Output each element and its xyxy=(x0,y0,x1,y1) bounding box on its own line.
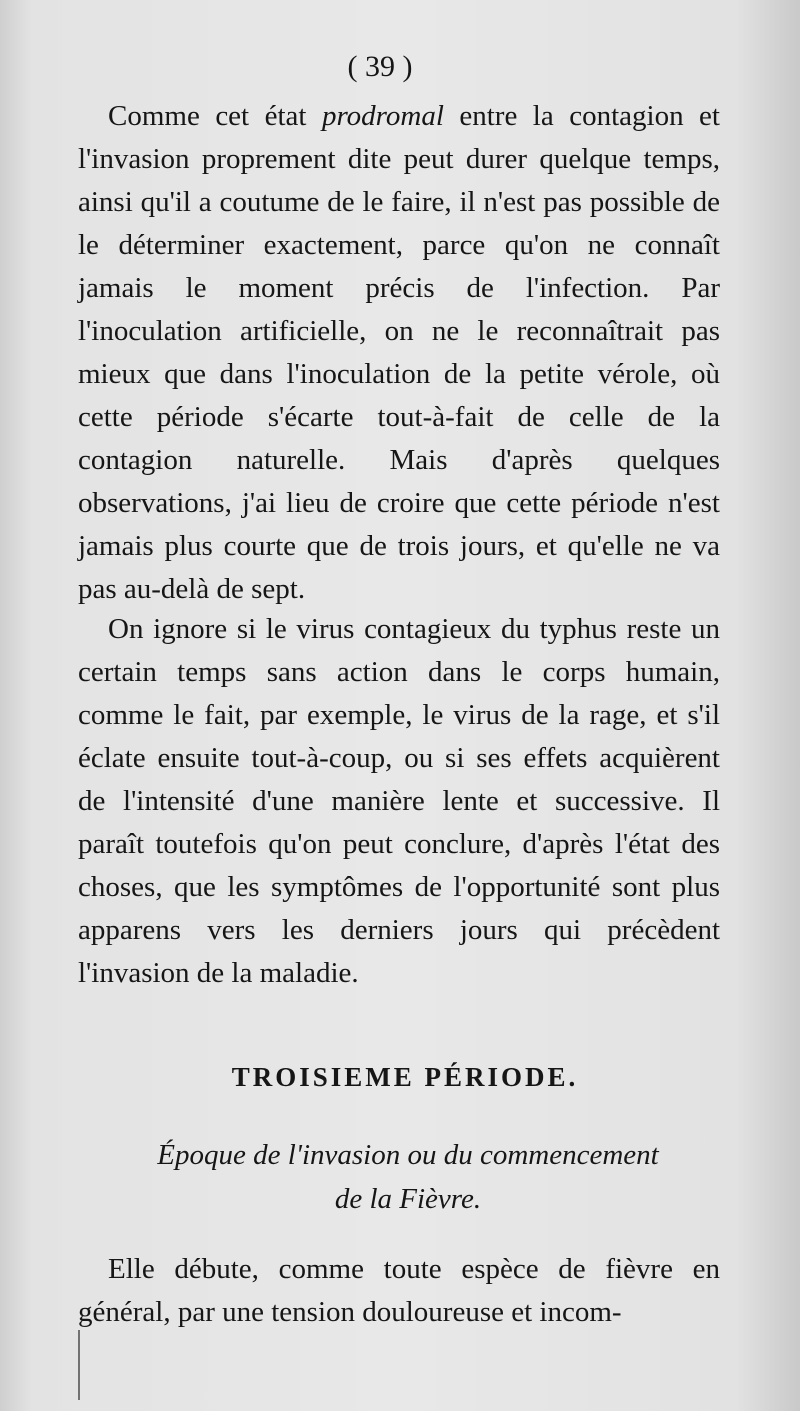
section-subtitle-line-1: Époque de l'invasion ou du commencement xyxy=(157,1139,659,1171)
paragraph-2 xyxy=(78,608,720,995)
paragraph-2-text: On ignore si le virus contagieux du typhus reste un certain temps sans action dans le corps humain, comme le fait, par exemple, le virus de la rage, et s'il éclate ensuite tout-à-coup, ou si ses effets acquièrent de l'intensité d'une manière lente et successive. Il paraît toutefois qu'on peut conclure, d'après l'état des choses, que les symptômes de l'opportunité sont plus apparens vers les derniers jours qui précèdent l'invasion de la maladie. xyxy=(78,613,720,989)
emphasized-term: prodromal xyxy=(321,100,444,132)
page-number: ( 39 ) xyxy=(347,50,413,83)
page-edge-mark xyxy=(78,1330,80,1400)
paragraph-1 xyxy=(78,95,720,611)
section-subtitle-line-2: de la Fièvre. xyxy=(334,1183,482,1215)
paragraph-1-rest: entre la contagion et l'invasion proprement dite peut durer quelque temps, ainsi qu'il a coutume de le faire, il n'est pas possible de le déterminer exactement, parce qu'on ne connaît jamais le moment précis de l'infection. Par l'inoculation artificielle, on ne le reconnaîtrait pas mieux que dans l'inoculation de la petite vérole, où cette période s'écarte tout-à-fait de celle de la contagion naturelle. Mais d'après quelques observations, j'ai lieu de croire que cette période n'est jamais plus courte que de trois jours, et qu'elle ne va pas au-delà de sept. xyxy=(78,100,720,605)
paragraph-3-text: Elle débute, comme toute espèce de fièvre en général, par une tension douloureuse et incom- xyxy=(78,1253,720,1328)
section-heading: TROISIEME PÉRIODE. xyxy=(231,1062,579,1092)
paragraph-3 xyxy=(78,1248,720,1334)
section-subtitle xyxy=(78,1133,738,1221)
paragraph-1-start: Comme cet état xyxy=(108,100,322,132)
paragraph-1-text xyxy=(78,95,720,611)
